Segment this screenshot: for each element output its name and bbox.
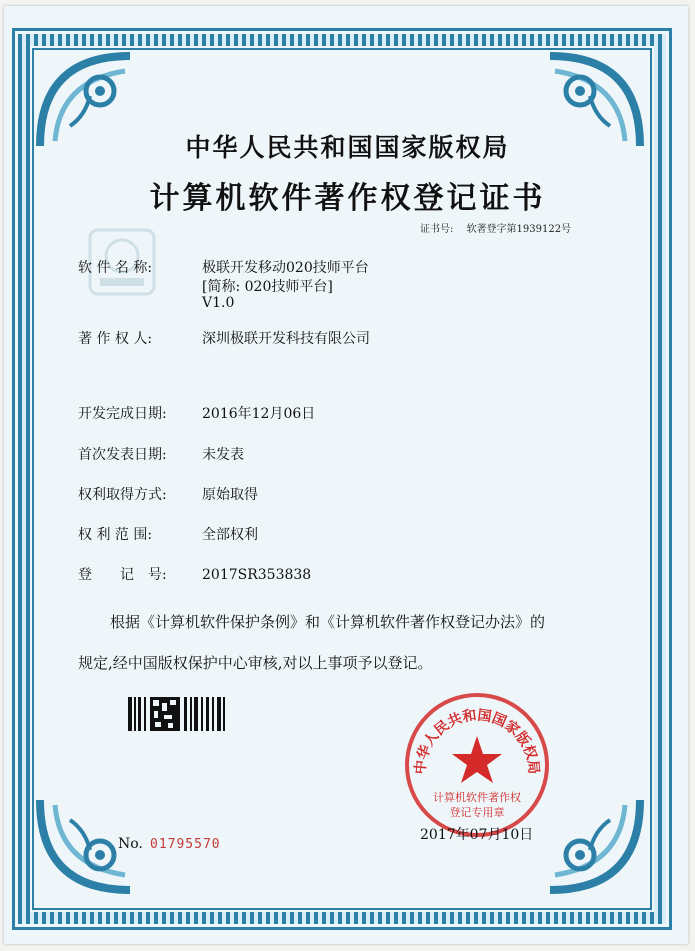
field-scope	[78, 524, 258, 544]
field-completion-date	[78, 403, 315, 423]
seal-line-2: 登记专用章	[449, 806, 505, 819]
field-acquisition-method	[78, 484, 258, 504]
official-seal	[402, 690, 552, 840]
barcode	[128, 697, 226, 731]
field-label: 登 记 号:	[78, 567, 167, 583]
field-label: 权 利 范 围:	[78, 527, 153, 543]
seal-line-1: 计算机软件著作权	[433, 791, 521, 804]
certificate-number-value: 软著登字第1939122号	[466, 224, 572, 235]
field-value: 原始取得	[202, 487, 258, 503]
field-label: 软 件 名 称:	[78, 260, 153, 276]
software-version: V1.0	[202, 295, 235, 311]
software-short-name: [简称: 020技师平台]	[202, 279, 333, 295]
field-label: 开发完成日期:	[78, 406, 167, 422]
field-value: 全部权利	[202, 527, 258, 543]
issuer-title: 中华人民共和国国家版权局	[185, 133, 510, 162]
statement-line-2: 规定,经中国版权保护中心审核,对以上事项予以登记。	[78, 654, 433, 672]
field-software-name	[78, 257, 369, 277]
field-first-publication	[78, 444, 244, 464]
certificate-number	[420, 220, 581, 235]
field-value: 2016年12月06日	[202, 406, 316, 422]
field-value: 2017SR353838	[202, 567, 312, 583]
star-icon	[452, 736, 502, 783]
issue-date: 2017年07月10日	[420, 827, 534, 843]
statement-line-1: 根据《计算机软件保护条例》和《计算机软件著作权登记办法》的	[110, 613, 546, 631]
serial-number: 01795570	[150, 837, 221, 852]
field-copyright-owner	[78, 328, 370, 348]
field-value: 深圳极联开发科技有限公司	[202, 331, 370, 347]
field-value: 极联开发移动020技师平台	[202, 260, 369, 276]
field-label: 权利取得方式:	[78, 487, 167, 503]
field-label: 著 作 权 人:	[78, 331, 153, 347]
certificate-number-label: 证书号:	[420, 224, 454, 235]
field-value: 未发表	[202, 447, 244, 463]
serial-label: No.	[118, 836, 143, 852]
field-label: 首次发表日期:	[78, 447, 167, 463]
field-registration-no	[78, 564, 311, 584]
seal-ring-text: 中华人民共和国国家版权局	[412, 707, 542, 775]
certificate-title: 计算机软件著作权登记证书	[149, 181, 546, 216]
